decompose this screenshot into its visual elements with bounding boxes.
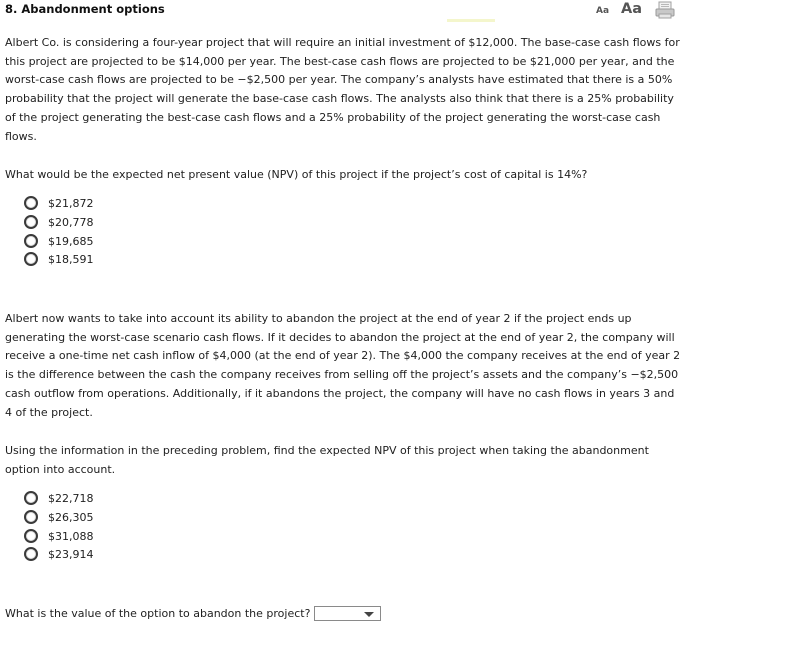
abandonment-paragraph: Albert now wants to take into account its ability to abandon the project at the end of year 2 if the project ends up generating the worst-case scenario cash flows. If it decides to abandon the project at the end of year 2, the company will receive a one-time net cash inflow of $4,000 (at the end of year 2). The $4,000 the company receives at the end of year 2 is the difference between the cash the company receives from selling off the project’s assets and the company’s −$2,500 cash outflow from operations. Additionally, if it abandons the project, the company will have no cash flows in years 3 and 4 of the project. bbox=[5, 312, 681, 419]
font-size-large-button[interactable]: Aa bbox=[621, 1, 643, 17]
npv-option[interactable] bbox=[24, 232, 94, 250]
abandonment-npv-option[interactable] bbox=[24, 508, 94, 526]
radio-button[interactable] bbox=[24, 547, 38, 561]
radio-button[interactable] bbox=[24, 252, 38, 266]
npv-option[interactable] bbox=[24, 194, 94, 212]
option-value-question: What is the value of the option to abandon the project? bbox=[5, 607, 311, 620]
chevron-down-icon[interactable] bbox=[364, 612, 374, 617]
radio-button[interactable] bbox=[24, 529, 38, 543]
option-label: $21,872 bbox=[48, 196, 94, 210]
abandonment-npv-option[interactable] bbox=[24, 527, 94, 545]
option-label: $19,685 bbox=[48, 234, 94, 248]
npv-option[interactable] bbox=[24, 213, 94, 231]
option-label: $18,591 bbox=[48, 252, 94, 266]
radio-button[interactable] bbox=[24, 510, 38, 524]
font-size-small-button[interactable]: Aa bbox=[596, 6, 610, 16]
radio-button[interactable] bbox=[24, 215, 38, 229]
radio-button[interactable] bbox=[24, 196, 38, 210]
option-label: $23,914 bbox=[48, 547, 94, 561]
question-npv: What would be the expected net present value (NPV) of this project if the project’s cost of capital is 14%? bbox=[5, 168, 588, 181]
abandonment-npv-option[interactable] bbox=[24, 489, 94, 507]
radio-button[interactable] bbox=[24, 234, 38, 248]
option-label: $31,088 bbox=[48, 529, 94, 543]
question-abandonment-npv: Using the information in the preceding problem, find the expected NPV of this project when taking the abandonment option into account. bbox=[5, 444, 649, 476]
abandonment-npv-option[interactable] bbox=[24, 545, 94, 563]
highlight-marker bbox=[447, 19, 495, 22]
printer-icon[interactable] bbox=[655, 1, 675, 19]
option-label: $22,718 bbox=[48, 491, 94, 505]
question-title: 8. Abandonment options bbox=[5, 2, 165, 16]
option-label: $20,778 bbox=[48, 215, 94, 229]
radio-button[interactable] bbox=[24, 491, 38, 505]
scenario-paragraph: Albert Co. is considering a four-year project that will require an initial investment of $12,000. The base-case cash flows for this project are projected to be $14,000 per year. The best-case cash flows are projected to be $21,000 per year, and the worst-case cash flows are projected to be −$2,500 per year. The company’s analysts have estimated that there is a 50% probability that the project will generate the base-case cash flows. The analysts also think that there is a 25% probability of the project generating the best-case cash flows and a 25% probability of the project generating the worst-case cash flows. bbox=[5, 36, 680, 143]
option-value-question-row bbox=[5, 606, 381, 621]
option-label: $26,305 bbox=[48, 510, 94, 524]
npv-option[interactable] bbox=[24, 250, 94, 268]
option-value-dropdown[interactable] bbox=[314, 606, 381, 621]
